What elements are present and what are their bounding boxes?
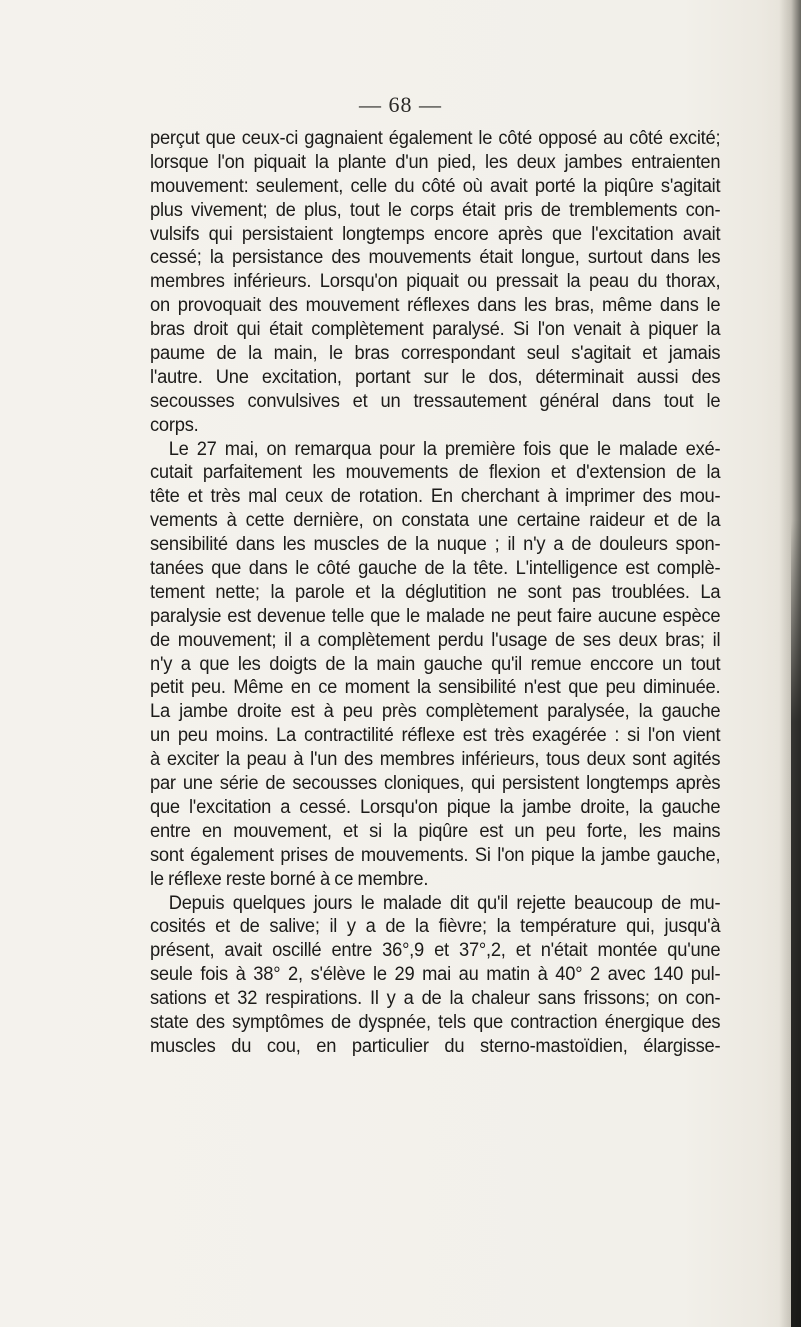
text-line: paume de la main, le bras correspondant seul s'agitait et jamais [150,342,721,365]
text-line: vements à cette dernière, on constata une certaine raideur et de la [150,509,721,532]
text-line: tête et très mal ceux de rotation. En cherchant à imprimer des mou- [150,485,721,508]
text-line: à exciter la peau à l'un des membres inférieurs, tous deux sont agités [150,748,721,771]
text-line: paralysie est devenue telle que le malade ne peut faire aucune espèce [150,604,721,627]
text-line: muscles du cou, en particulier du sterno-mastoïdien, élargisse- [150,1034,721,1057]
text-line: de mouvement; il a complètement perdu l'usage de ses deux bras; il [150,628,721,651]
text-line: entre en mouvement, et si la piqûre est un peu forte, les mains [150,819,721,842]
page-binding-edge [791,520,801,1327]
text-line: bras droit qui était complètement paralysé. Si l'on venait à piquer la [150,318,721,341]
text-line: on provoquait des mouvement réflexes dans les bras, même dans le [150,294,721,317]
text-line: un peu moins. La contractilité réflexe est très exagérée : si l'on vient [150,724,721,747]
text-line: cessé; la persistance des mouvements était longue, surtout dans les [150,246,721,269]
text-line: le réflexe reste borné à ce membre. [150,867,429,890]
text-line: secousses convulsives et un tressautement général dans tout le [150,389,721,412]
text-line: corps. [150,413,199,436]
text-line: par une série de secousses cloniques, qui persistent longtemps après [150,772,721,795]
text-line: tanées que dans le côté gauche de la tête. L'intelligence est complè- [150,557,721,580]
text-line: tement nette; la parole et la déglutition ne sont pas troublées. La [150,580,721,603]
text-line: membres inférieurs. Lorsqu'on piquait ou pressait la peau du thorax, [150,270,721,293]
text-line: La jambe droite est à peu près complètement paralysée, la gauche [150,700,721,723]
text-line: perçut que ceux-ci gagnaient également le côté opposé au côté excité; [150,127,721,149]
text-line: que l'excitation a cessé. Lorsqu'on pique la jambe droite, la gauche [150,795,721,818]
text-line: state des symptômes de dyspnée, tels que contraction énergique des [150,1010,721,1033]
text-line: présent, avait oscillé entre 36°,9 et 37°,2, et n'était montée qu'une [150,939,721,962]
text-line: petit peu. Même en ce moment la sensibilité n'est que peu diminuée. [150,676,721,699]
text-line: l'autre. Une excitation, portant sur le dos, déterminait aussi des [150,365,721,388]
body-text [150,127,720,1059]
text-line: cutait parfaitement les mouvements de flexion et d'extension de la [150,461,721,484]
text-line: cosités et de salive; il y a de la fièvre; la température qui, jusqu'à [150,915,721,938]
text-line: sensibilité dans les muscles de la nuque ; il n'y a de douleurs spon- [150,533,721,556]
page-number: — 68 — [359,92,442,117]
text-line: sations et 32 respirations. Il y a de la chaleur sans frissons; on con- [150,987,721,1010]
text-line: seule fois à 38° 2, s'élève le 29 mai au matin à 40° 2 avec 140 pul- [150,963,721,986]
text-line: mouvement: seulement, celle du côté où avait porté la piqûre s'agitait [150,174,721,197]
text-line: vulsifs qui persistaient longtemps encore après que l'excitation avait [150,222,721,245]
text-line: lorsque l'on piquait la plante d'un pied, les deux jambes entraienten [150,150,721,173]
text-line: Le 27 mai, on remarqua pour la première fois que le malade exé- [168,437,721,460]
text-line: n'y a que les doigts de la main gauche qu'il remue enccore un tout [150,652,721,675]
text-line: sont également prises de mouvements. Si l'on pique la jambe gauche, [150,843,721,866]
text-line: Depuis quelques jours le malade dit qu'il rejette beaucoup de mu- [168,891,721,914]
text-line: plus vivement; de plus, tout le corps était pris de tremblements con- [150,198,721,221]
